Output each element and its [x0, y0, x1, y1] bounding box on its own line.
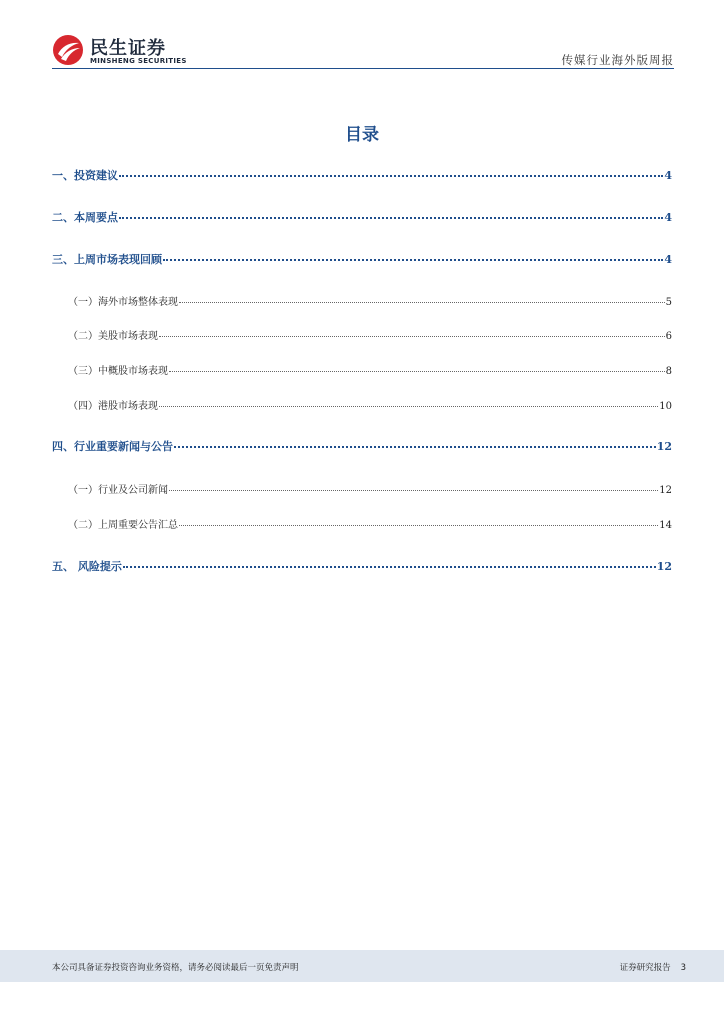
- toc-entry-page: 5: [665, 297, 672, 308]
- toc-entry-label: （四）港股市场表现: [68, 401, 158, 412]
- page-footer: [0, 950, 724, 982]
- toc-entry-page: 12: [659, 485, 672, 496]
- toc-entry[interactable]: [52, 327, 672, 342]
- toc-entry-page: 14: [659, 520, 672, 531]
- toc-entry[interactable]: [52, 209, 672, 225]
- toc-entry[interactable]: [52, 558, 672, 574]
- footer-page-number: 3: [680, 963, 686, 973]
- toc-entry-label: （二）上周重要公告汇总: [68, 520, 178, 531]
- footer-right: [620, 961, 686, 973]
- header-divider: [52, 68, 674, 69]
- toc-leader: [179, 525, 658, 526]
- toc-entry-page: 4: [664, 253, 672, 266]
- toc-entry[interactable]: [52, 167, 672, 183]
- report-name: 传媒行业海外版周报: [561, 53, 674, 67]
- company-logo: [52, 32, 192, 68]
- toc-entry-page: 12: [656, 560, 672, 573]
- toc-leader: [159, 336, 665, 337]
- toc-entry-page: 6: [665, 331, 672, 342]
- toc-entry-page: 12: [656, 440, 672, 453]
- toc-entry[interactable]: [52, 293, 672, 308]
- toc-leader: [169, 490, 658, 491]
- logo-chinese-text: 民生证券: [90, 38, 166, 59]
- toc-entry-label: 三、上周市场表现回顾: [52, 253, 162, 266]
- toc-entry-page: 10: [659, 401, 672, 412]
- minsheng-logo-icon: [52, 34, 84, 66]
- toc-entry[interactable]: [52, 251, 672, 267]
- toc-entry-page: 4: [664, 169, 672, 182]
- toc-entry[interactable]: [52, 438, 672, 454]
- toc-leader: [163, 259, 663, 261]
- toc-leader: [159, 406, 658, 407]
- toc-entry-label: （二）美股市场表现: [68, 331, 158, 342]
- page-header: [52, 30, 674, 70]
- toc-entry[interactable]: [52, 516, 672, 531]
- toc-leader: [179, 302, 665, 303]
- toc-entry-page: 8: [665, 366, 672, 377]
- toc-entry-label: 二、本周要点: [52, 211, 118, 224]
- toc-leader: [174, 446, 656, 448]
- toc-leader: [123, 566, 656, 568]
- toc-leader: [169, 371, 665, 372]
- toc-entry-label: （一）海外市场整体表现: [68, 297, 178, 308]
- toc-entry-label: 五、 风险提示: [52, 560, 122, 573]
- toc-entry-label: 一、投资建议: [52, 169, 118, 182]
- toc-leader: [119, 217, 663, 219]
- toc-entry-label: （三）中概股市场表现: [68, 366, 168, 377]
- toc-entry[interactable]: [52, 397, 672, 412]
- logo-english-text: MINSHENG SECURITIES: [90, 57, 187, 65]
- toc-entry-label: （一）行业及公司新闻: [68, 485, 168, 496]
- toc-entry[interactable]: [52, 362, 672, 377]
- footer-disclaimer: 本公司具备证券投资咨询业务资格，请务必阅读最后一页免责声明: [52, 963, 299, 973]
- toc-entry[interactable]: [52, 481, 672, 496]
- toc-entry-page: 4: [664, 211, 672, 224]
- toc-title: 目录: [345, 125, 379, 145]
- footer-doc-type: 证券研究报告: [619, 963, 671, 973]
- toc-entry-label: 四、行业重要新闻与公告: [52, 440, 173, 453]
- toc-leader: [119, 175, 663, 177]
